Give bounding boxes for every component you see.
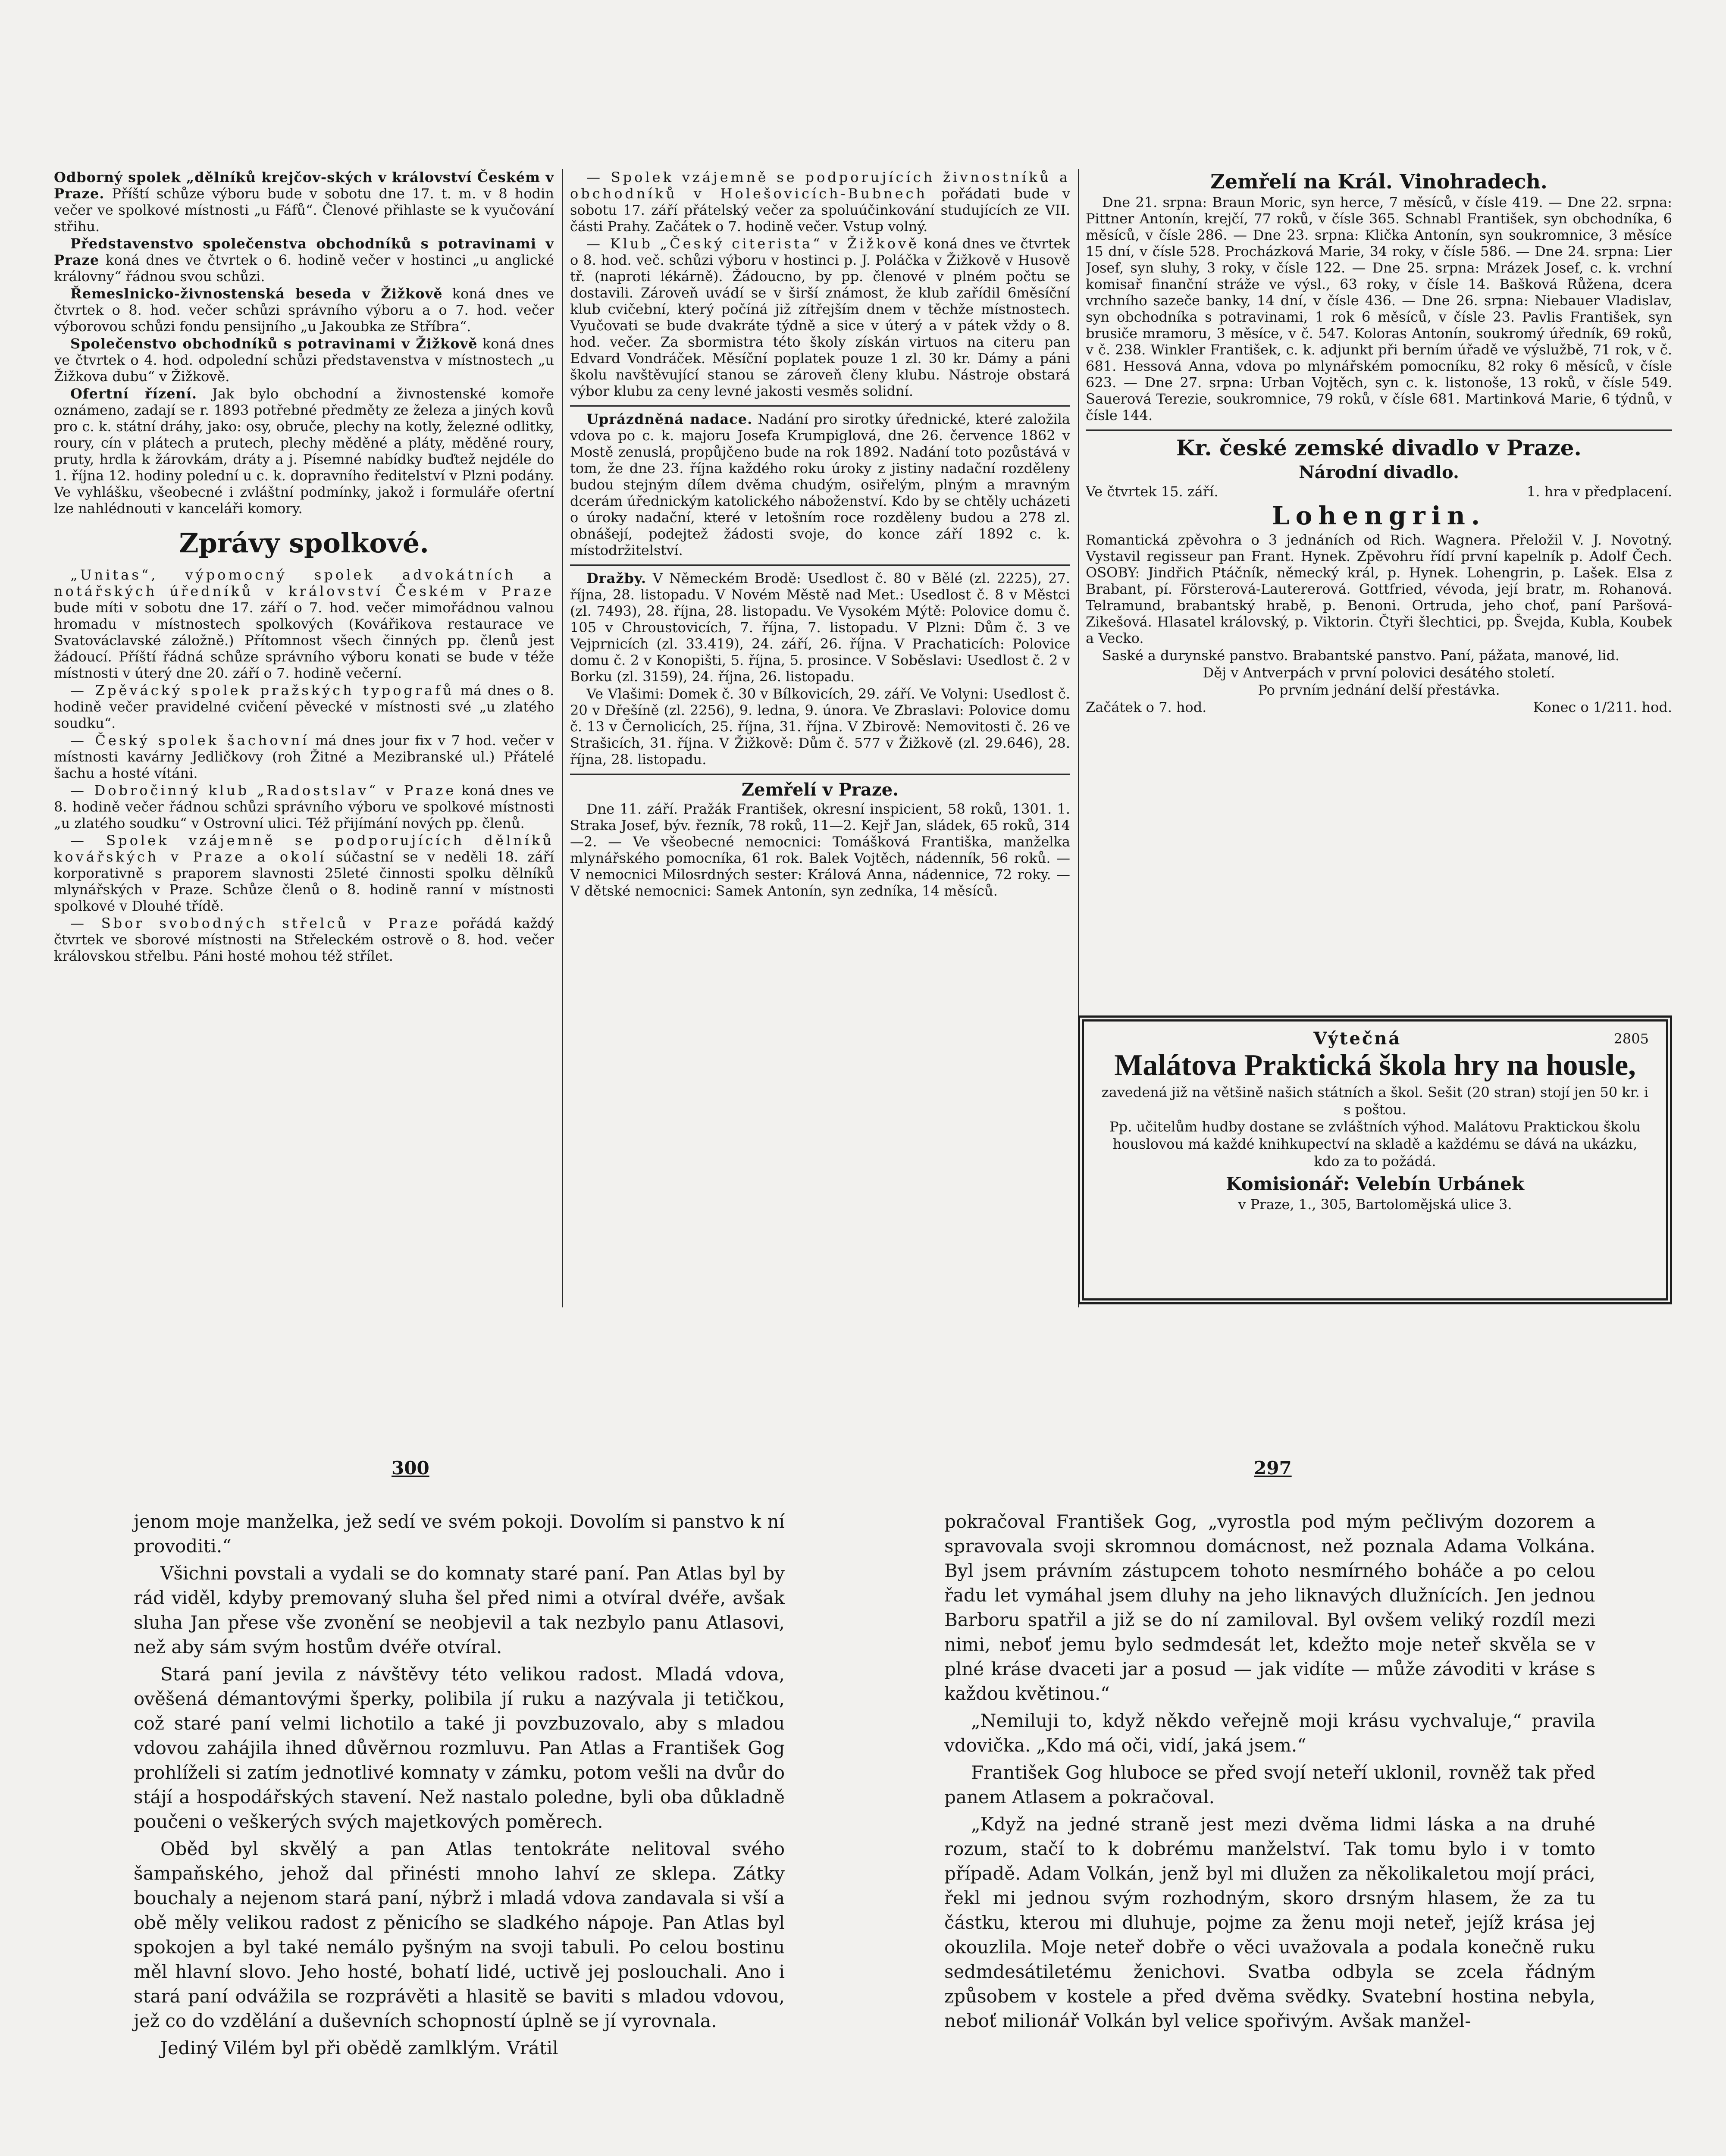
- club-5: [54, 832, 554, 914]
- notice-5-text: Jak bylo obchodní a živnostenské komoře oznámeno, zadají se r. 1893 potřebné předměty ze železa a jiných kovů pro c. k. státní dráhy, jako: osy, obruče, plechy na kotly, železné odlitky, roury, cín v plátech a prutech, plechy měděné a pláty, měděné roury, pruty, hrdla k žárovkám, dráty a j. Písemné nabídky buďtež nejdéle do 1. října 12. hodiny polední u c. k. dopravního ředitelství v Plzni podány. Ve vyhlášku, všeobecné i zvláštní podmínky, jakož i formuláře ofertní lze nahlédnouti v kanceláři komory.: [54, 385, 554, 517]
- theatre-title: Kr. české zemské divadlo v Praze.: [1176, 435, 1582, 461]
- theatre-end: Konec o 1/211. hod.: [1533, 699, 1672, 715]
- notice-4-head: Společenstvo obchodníků s potravinami v Žižkově: [70, 335, 478, 352]
- club-8-text: koná dnes ve čtvrtek o 8. hod. več. schůzi výboru v hostinci p. J. Poláčka v Žižkově v Husově tř. (naproti lékárně). Žádoucno, by pp. členové v plném počtu se dostavili. Zároveň uvádí se v širší známost, že klub zařídil 6měsíční klub cvičební, který počíná již zítřejším dnem v těchže místnostech. Vyučovati se bude dvakráte týdně a sice v úterý a v pátek vždy o 8. hod. večer. Za sbormistra této školy získán virtuos na citeru pan Edvard Vondráček. Měsíční poplatek pouze 1 zl. 30 kr. Dámy a páni školu navštěvující stanou se zároveň členy klubu. Nástroje obstará výbor klubu za ceny levné jakosti vesměs solidní.: [570, 235, 1070, 399]
- club-3-head: — Český spolek šachovní: [70, 732, 310, 749]
- novel-right-p2: „Nemiluji to, když někdo veřejně moji krásu vychvaluje,“ pravila vdovička. „Kdo má oči, vidí, jaká jsem.“: [944, 1710, 1595, 1756]
- club-1-text: bude míti v sobotu dne 17. září o 7. hod. večer mimořádnou valnou hromadu v místnostech spolkových (Kovářikova restaurace ve Svatováclavské záložně.) Přítomnost všech činných pp. členů jest žádoucí. Příští řádná schůze správního výboru konati se bude v téže místnosti v úterý dne 20. září o 7. hodině večerní.: [54, 599, 554, 681]
- club-7-head: — Spolek vzájemně se podporujících živnostníků a obchodníků v Holešovicích-Bubnech: [570, 169, 1070, 202]
- theatre-subscription: 1. hra v předplacení.: [1527, 483, 1672, 500]
- divider-zemreli-praha: [570, 774, 1070, 775]
- novel-page-left: [134, 1509, 785, 2156]
- notice-1: [54, 169, 554, 235]
- theatre-times: [1086, 699, 1672, 715]
- novel-left-p1: jenom moje manželka, jež sedí ve svém pokoji. Dovolím si panstvo k ní provoditi.“: [134, 1511, 785, 1557]
- novel-left-p3: Stará paní jevila z návštěvy této velikou radost. Mladá vdova, ověšená démantovými šperky, polibila jí ruku a nazývala ji tetičkou, což staré paní velmi lichotilo a také ji povzbuzovalo, aby s mladou vdovou zahájila ihned důvěrnou rozmluvu. Pan Atlas a František Gog prohlíželi si zatím jednotlivé komnaty v zámku, potom vešli na dvůr do stájí a hospodářských stavení. Než nastalo poledne, byli oba důkladně poučeni o veškerých svých majetkových poměrech.: [134, 1664, 785, 1832]
- theatre-date-row: [1086, 483, 1672, 500]
- section-title-zpravy: Zprávy spolkové.: [179, 527, 429, 559]
- ad-title: Malátova Praktická škola hry na housle,: [1114, 1049, 1636, 1082]
- ad-head: Výtečná: [1313, 1028, 1402, 1049]
- club-4: [54, 782, 554, 831]
- ad-number: 2805: [1613, 1031, 1649, 1047]
- theatre-extras: Saské a durynské panstvo. Brabantské panstvo. Paní, pážata, manové, lid.: [1102, 647, 1620, 664]
- notice-2: [54, 235, 554, 285]
- vacant-foundation: [570, 411, 1070, 558]
- column-divider-1: [562, 169, 563, 1307]
- column-middle: [570, 169, 1070, 1312]
- ad-text-1: zavedená již na většině našich státních a škol. Sešit (20 stran) stojí jen 50 kr. i s poštou.: [1101, 1084, 1649, 1118]
- club-6-head: — Sbor svobodných střelců v Praze: [70, 915, 441, 931]
- club-8-head: — Klub „Český citerista“ v Žižkově: [586, 235, 919, 252]
- novel-left-p2: Všichni povstali a vydali se do komnaty staré paní. Pan Atlas byl by rád viděl, kdyby premovaný sluha šel před nimi a otvíral dvéře, avšak sluha Jan přese vše zvonění se neobjevil a tak nezbylo panu Atlasovi, než aby sám svým hostům dvéře otvíral.: [134, 1563, 785, 1658]
- theatre-start: Začátek o 7. hod.: [1086, 699, 1207, 715]
- column-left: [54, 169, 554, 1312]
- deceased-vinohrady-text: Dne 21. srpna: Braun Moric, syn herce, 7 měsíců, v čísle 419. — Dne 22. srpna: Pittner Antonín, krejčí, 77 roků, v čísle 365. Schnabl František, syn obchodníka, 6 měsíců, v čísle 286. — Dne 23. srpna: Klička Antonín, syn soukromnice, 3 měsíce 15 dní, v čísle 528. Procházková Marie, 34 roky, v čísle 586. — Dne 24. srpna: Lier Josef, syn sluhy, 3 roky, v čísle 122. — Dne 25. srpna: Mrázek Josef, c. k. vrchní komisař finanční stráže ve výsl., 63 roky, v čísle 14. Bašková Růžena, dcera vrchního sazeče banky, 14 dní, v čísle 436. — Dne 26. srpna: Niebauer Vladislav, syn obchodníka s potravinami, 1 rok 6 měsíců, v čísle 23. Pavlis František, syn brusiče mramoru, 3 měsíce, v č. 547. Koloras Antonín, soukromý úředník, 69 roků, v č. 238. Winkler František, c. k. adjunkt při berním úřadě ve výslužbě, 71 rok, v č. 681. Hessová Anna, vdova po mlynářském pomocníku, 82 roky 6 měsíců, v čísle 623. — Dne 27. srpna: Urban Vojtěch, syn c. k. listonoše, 13 roků, v čísle 549. Sauerová Terezie, soukromnice, 79 roků, v čísle 681. Martinková Marie, 6 týdnů, v čísle 144.: [1086, 194, 1672, 423]
- deceased-vinohrady-title: Zemřelí na Král. Vinohradech.: [1210, 170, 1547, 193]
- notice-3: [54, 285, 554, 335]
- club-5-head: — Spolek vzájemně se podporujících dělníků kovářských v Praze a okolí: [54, 832, 554, 865]
- theatre-intermission: Po prvním jednání delší přestávka.: [1258, 682, 1500, 698]
- auctions-text: V Německém Brodě: Usedlost č. 80 v Bělé (zl. 2225), 27. října, 28. listopadu. V Novém Městě nad Met.: Usedlost č. 8 v Městci (zl. 7493), 28. října, 28. listopadu. Ve Vysokém Mýtě: Polovice domu č. 105 v Chroustovicích, 7. října, 7. listopadu. V Plzni: Dům č. 3 ve Vejprnicích (zl. 33.419), 24. září, 26. října. V Prachaticích: Polovice domu č. 2 v Konopišti, 5. října, 5. prosince. V Soběslavi: Usedlost č. 2 v Borku (zl. 3159), 24. října, 26. listopadu.: [570, 570, 1070, 685]
- novel-right-p1: pokračoval František Gog, „vyrostla pod mým pečlivým dozorem a spravovala svoji skromnou domácnost, než poznala Adama Volkána. Byl jsem právním zástupcem tohoto nesmírného boháče a po celou řadu let vymáhal jsem dluhy na jeho liknavých dlužnících. Jen jednou Barboru spatřil a již se do ní zamiloval. Byl ovšem veliký rozdíl mezi nimi, neboť jemu bylo sedmdesát let, kdežto moje neteř skvěla se v plné kráse dvaceti jar a posud — jak vidíte — může závoditi v kráse s každou květinou.“: [944, 1511, 1595, 1704]
- auctions-2: Ve Vlašimi: Domek č. 30 v Bílkovicích, 29. září. Ve Volyni: Usedlost č. 20 v Dřešíně (zl. 2256), 9. ledna, 9. února. Ve Zbraslavi: Polovice domu č. 13 v Černolicích, 25. října, 31. října. V Zbirově: Nemovitosti č. 26 ve Strašicích, 31. října. V Žižkově: Dům č. 577 v Žižkově (zl. 29.646), 28. října, 28. listopadu.: [570, 686, 1070, 768]
- ad-commissioner: Komisionář: Velebín Urbánek: [1226, 1173, 1524, 1194]
- theatre-subtitle: Národní divadlo.: [1299, 462, 1459, 483]
- novel-left-p5: Jediný Vilém byl při obědě zamlklým. Vrátil: [160, 2037, 558, 2059]
- notice-1-text: Příští schůze výboru bude v sobotu dne 17. t. m. v 8 hodin večer ve spolkové místnosti „u Fáfů“. Členové přihlaste se k vyučování střihu.: [54, 185, 554, 235]
- club-2-text: má dnes o 8. hodině večer pravidelné cvičení pěvecké v místnosti své „u zlatého soudku“.: [54, 682, 554, 731]
- club-6: [54, 915, 554, 964]
- club-7: [570, 169, 1070, 235]
- theatre-opera-title: Lohengrin.: [1272, 501, 1486, 530]
- novel-page-right: [944, 1509, 1595, 2156]
- club-4-text: koná dnes ve 8. hodině večer řádnou schůzi správního výboru ve spolkové místnosti „u zlatého soudku“ v Ostrovní ulici. Též přijímání nových pp. členů.: [54, 782, 554, 831]
- club-4-head: — Dobročinný klub „Radostslav“ v Praze: [70, 782, 457, 799]
- notice-4-text: koná dnes ve čtvrtek o 4. hod. odpolední schůzi představenstva v místnostech „u Žižkova dubu“ v Žižkově.: [54, 335, 554, 385]
- notice-5: [54, 385, 554, 517]
- club-3-text: má dnes jour fix v 7 hod. večer v místnosti kavárny Jedličkovy (roh Žitné a Mezibranské ul.) Přátelé šachu a hosté vítáni.: [54, 732, 554, 781]
- club-8: [570, 235, 1070, 399]
- divider-nadace: [570, 405, 1070, 407]
- novel-right-p3: František Gog hluboce se před svojí neteří uklonil, rovněž tak před panem Atlasem a pokračoval.: [944, 1762, 1595, 1808]
- novel-left-p4: Oběd byl skvělý a pan Atlas tentokráte nelitoval svého šampaňského, jehož dal přinésti mnoho lahví ze sklepa. Zátky bouchaly a nejenom stará paní, nýbrž i mladá vdova zandavala si vší a obě měly velikou radost z pěnicího se sladkého nápoje. Pan Atlas byl spokojen a byl také nemálo pyšným na svoji tabuli. Po celou bostinu měl hlavní slovo. Jeho hosté, bohatí lidé, uctivě jej poslouchali. Ano i stará paní odvážila se rozprávěti a hlasitě se baviti s mladou vdovou, jež co do vzdělání a duševních schopností úplně se jí vyrovnala.: [134, 1838, 785, 2031]
- vacant-foundation-text: Nadání pro sirotky úřednické, které založila vdova po c. k. majoru Josefa Krumpiglová, dne 26. července 1862 v Mostě zenuslá, propůjčeno bude na rok 1892. Nadání toto pozůstává v tom, že dne 23. října každého roku úroky z jistiny nadační rozděleny budou stejným dílem dvěma chudým, osiřelým, plným a mravným dcerám úřednickým katolického náboženství. Kdo by se chtěly ucházeti o úroky nadační, které v letošním roce rozděleny budou a 278 zl. obnášejí, podejtež žádosti svoje, do konce září 1892 c. k. místodržitelství.: [570, 411, 1070, 558]
- club-1: [54, 567, 554, 681]
- notice-2-text: koná dnes ve čtvrtek o 6. hodině večer v hostinci „u anglické královny“ řádnou svou schůzi.: [54, 252, 554, 285]
- advertisement-violin-school: [1078, 1015, 1672, 1304]
- ad-header-row: [1101, 1030, 1649, 1047]
- notice-1-head: Odborný spolek „dělníků krejčov-ských v království Českém v Praze.: [54, 169, 554, 202]
- club-3: [54, 732, 554, 781]
- club-2-head: — Zpěvácký spolek pražských typografů: [70, 682, 454, 699]
- club-2: [54, 682, 554, 731]
- auctions: [570, 570, 1070, 685]
- theatre-setting: Děj v Antverpách v první polovici desátého století.: [1203, 664, 1555, 681]
- deceased-prague-title: Zemřelí v Praze.: [741, 780, 899, 800]
- notice-2-head: Představenstvo společenstva obchodníků s potravinami v Praze: [54, 235, 554, 268]
- notice-3-head: Řemeslnicko-živnostenská beseda v Žižkově: [70, 285, 443, 302]
- vacant-foundation-head: Uprázdněná nadace.: [586, 411, 753, 427]
- theatre-cast: Romantická zpěvohra o 3 jednáních od Rich. Wagnera. Přeložil V. J. Novotný. Vystavil regisseur pan Frant. Hynek. Zpěvohru řídí první kapelník p. Adolf Čech. OSOBY: Jindřich Ptáčník, německý král, p. Hynek. Lohengrin, p. Lašek. Elsa z Brabant, pí. Försterová-Lautererová. Gottfried, vévoda, její bratr, m. Rohanová. Telramund, brabantský hrabě, p. Benoni. Ortruda, jeho choť, paní Paršová-Zikešová. Hlasatel královský, p. Viktorin. Čtyři šlechtici, pp. Švejda, Kubla, Koubek a Vecko.: [1086, 532, 1672, 646]
- ad-address: v Praze, 1., 305, Bartolomějská ulice 3.: [1238, 1196, 1512, 1213]
- club-7-text: pořádati bude v sobotu 17. září přátelský večer za spoluúčinkování studujících ze VII. části Prahy. Začátek o 7. hodině večer. Vstup volný.: [570, 185, 1070, 235]
- club-6-text: pořádá každý čtvrtek ve sborové místnosti na Střeleckém ostrově o 8. hod. večer královskou střelbu. Páni hosté mohou též střílet.: [54, 915, 554, 964]
- page-number-left: 300: [392, 1457, 429, 1479]
- theatre-date: Ve čtvrtek 15. září.: [1086, 483, 1219, 500]
- auctions-head: Dražby.: [586, 570, 646, 586]
- notice-5-head: Ofertní řízení.: [70, 385, 197, 402]
- deceased-prague-text: Dne 11. září. Pražák František, okresní inspicient, 58 roků, 1301. 1. Straka Josef, býv. řezník, 78 roků, 11—2. Kejř Jan, sládek, 65 roků, 314—2. — Ve všeobecné nemocnici: Tomášková Františka, manželka mlynářského pomocníka, 61 rok. Balek Vojtěch, nádenník, 56 roků. — V nemocnici Milosrdných sester: Králová Anna, nádennice, 72 roky. — V dětské nemocnici: Samek Antonín, syn zedníka, 14 měsíců.: [570, 801, 1070, 899]
- divider-divadlo: [1086, 429, 1672, 431]
- ad-text-2: Pp. učitelům hudby dostane se zvláštních výhod. Malátovu Praktickou školu houslovou má každé knihkupectví na skladě a každému se dává na ukázku, kdo za to požádá.: [1109, 1119, 1641, 1169]
- page-number-right: 297: [1254, 1457, 1292, 1479]
- club-5-text: súčastní se v neděli 18. září korporativně s praporem slavnosti 25leté činnosti spolku dělníků mlynářských v Praze. Schůze členů o 8. hodině ranní v místnosti spolkové v Dlouhé třídě.: [54, 849, 554, 914]
- club-1-head: „Unitas“, výpomocný spolek advokátních a notářských úředníků v království Českém v Praze: [54, 567, 554, 599]
- divider-drazby: [570, 564, 1070, 566]
- notice-3-text: koná dnes ve čtvrtek o 8. hod. večer schůzi správního výboru a o 7. hod. večer výborovou schůzi fondu pensijního „u Jakoubka ze Stříbra“.: [54, 285, 554, 335]
- notice-4: [54, 335, 554, 385]
- novel-right-p4: „Když na jedné straně jest mezi dvěma lidmi láska a na druhé rozum, stačí to k dobrému manželství. Tak tomu bylo i v tomto případě. Adam Volkán, jenž byl mi dlužen za několikaletou mojí práci, řekl mi jednou svým rozhodným, skoro drsným hlasem, že za tu částku, kterou mi dluhuje, pojme za ženu moji neteř, jejíž krása jej okouzlila. Moje neteř dobře o věci uvažovala a podala konečně ruku sedmdesátiletému ženichovi. Svatba odbyla se zcela řádným způsobem v kostele a před dvěma svědky. Svatební hostina nebyla, neboť milionář Volkán byl velice spořivým. Avšak manžel-: [944, 1814, 1595, 2031]
